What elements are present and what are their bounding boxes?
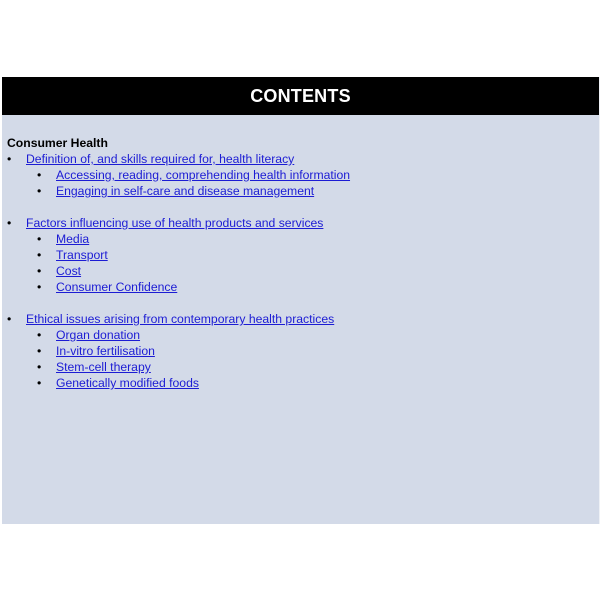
contents-sublink[interactable]: In-vitro fertilisation [56, 344, 155, 358]
contents-item [7, 311, 589, 327]
contents-slide [2, 77, 600, 524]
contents-link[interactable]: Definition of, and skills required for, health literacy [26, 152, 295, 166]
contents-subitem [7, 183, 589, 199]
contents-subitem [7, 343, 589, 359]
contents-subitem [7, 359, 589, 375]
bullet-icon: • [37, 280, 42, 294]
bullet-icon: • [37, 264, 42, 278]
contents-subitem [7, 375, 589, 391]
slide-title: CONTENTS [250, 85, 351, 106]
bullet-icon: • [37, 232, 42, 246]
contents-sublink[interactable]: Engaging in self-care and disease management [56, 184, 315, 198]
contents-link[interactable]: Ethical issues arising from contemporary health practices [26, 312, 335, 326]
bullet-icon: • [37, 184, 42, 198]
section-heading: Consumer Health [7, 136, 108, 150]
contents-group [7, 311, 589, 391]
contents-subitem [7, 167, 589, 183]
contents-sublink[interactable]: Media [56, 232, 90, 246]
bullet-icon: • [37, 328, 42, 342]
bullet-icon: • [7, 312, 12, 326]
bullet-icon: • [7, 152, 12, 166]
bullet-icon: • [37, 360, 42, 374]
contents-body [7, 135, 589, 407]
contents-sublink[interactable]: Transport [56, 248, 108, 262]
contents-sublink[interactable]: Cost [56, 264, 82, 278]
contents-sublink[interactable]: Accessing, reading, comprehending health information [56, 168, 351, 182]
bullet-icon: • [37, 248, 42, 262]
bullet-icon: • [37, 168, 42, 182]
contents-subitem [7, 327, 589, 343]
title-bar [2, 77, 599, 115]
contents-group [7, 215, 589, 295]
contents-sublink[interactable]: Consumer Confidence [56, 280, 178, 294]
contents-subitem [7, 263, 589, 279]
contents-subitem [7, 231, 589, 247]
bullet-icon: • [7, 216, 12, 230]
bullet-icon: • [37, 376, 42, 390]
contents-subitem [7, 247, 589, 263]
contents-item [7, 151, 589, 167]
contents-sublink[interactable]: Stem-cell therapy [56, 360, 151, 374]
contents-item [7, 215, 589, 231]
contents-subitem [7, 279, 589, 295]
contents-sublink[interactable]: Organ donation [56, 328, 141, 342]
contents-link[interactable]: Factors influencing use of health products and services [26, 216, 324, 230]
contents-sublink[interactable]: Genetically modified foods [56, 376, 199, 390]
contents-group [7, 151, 589, 199]
bullet-icon: • [37, 344, 42, 358]
